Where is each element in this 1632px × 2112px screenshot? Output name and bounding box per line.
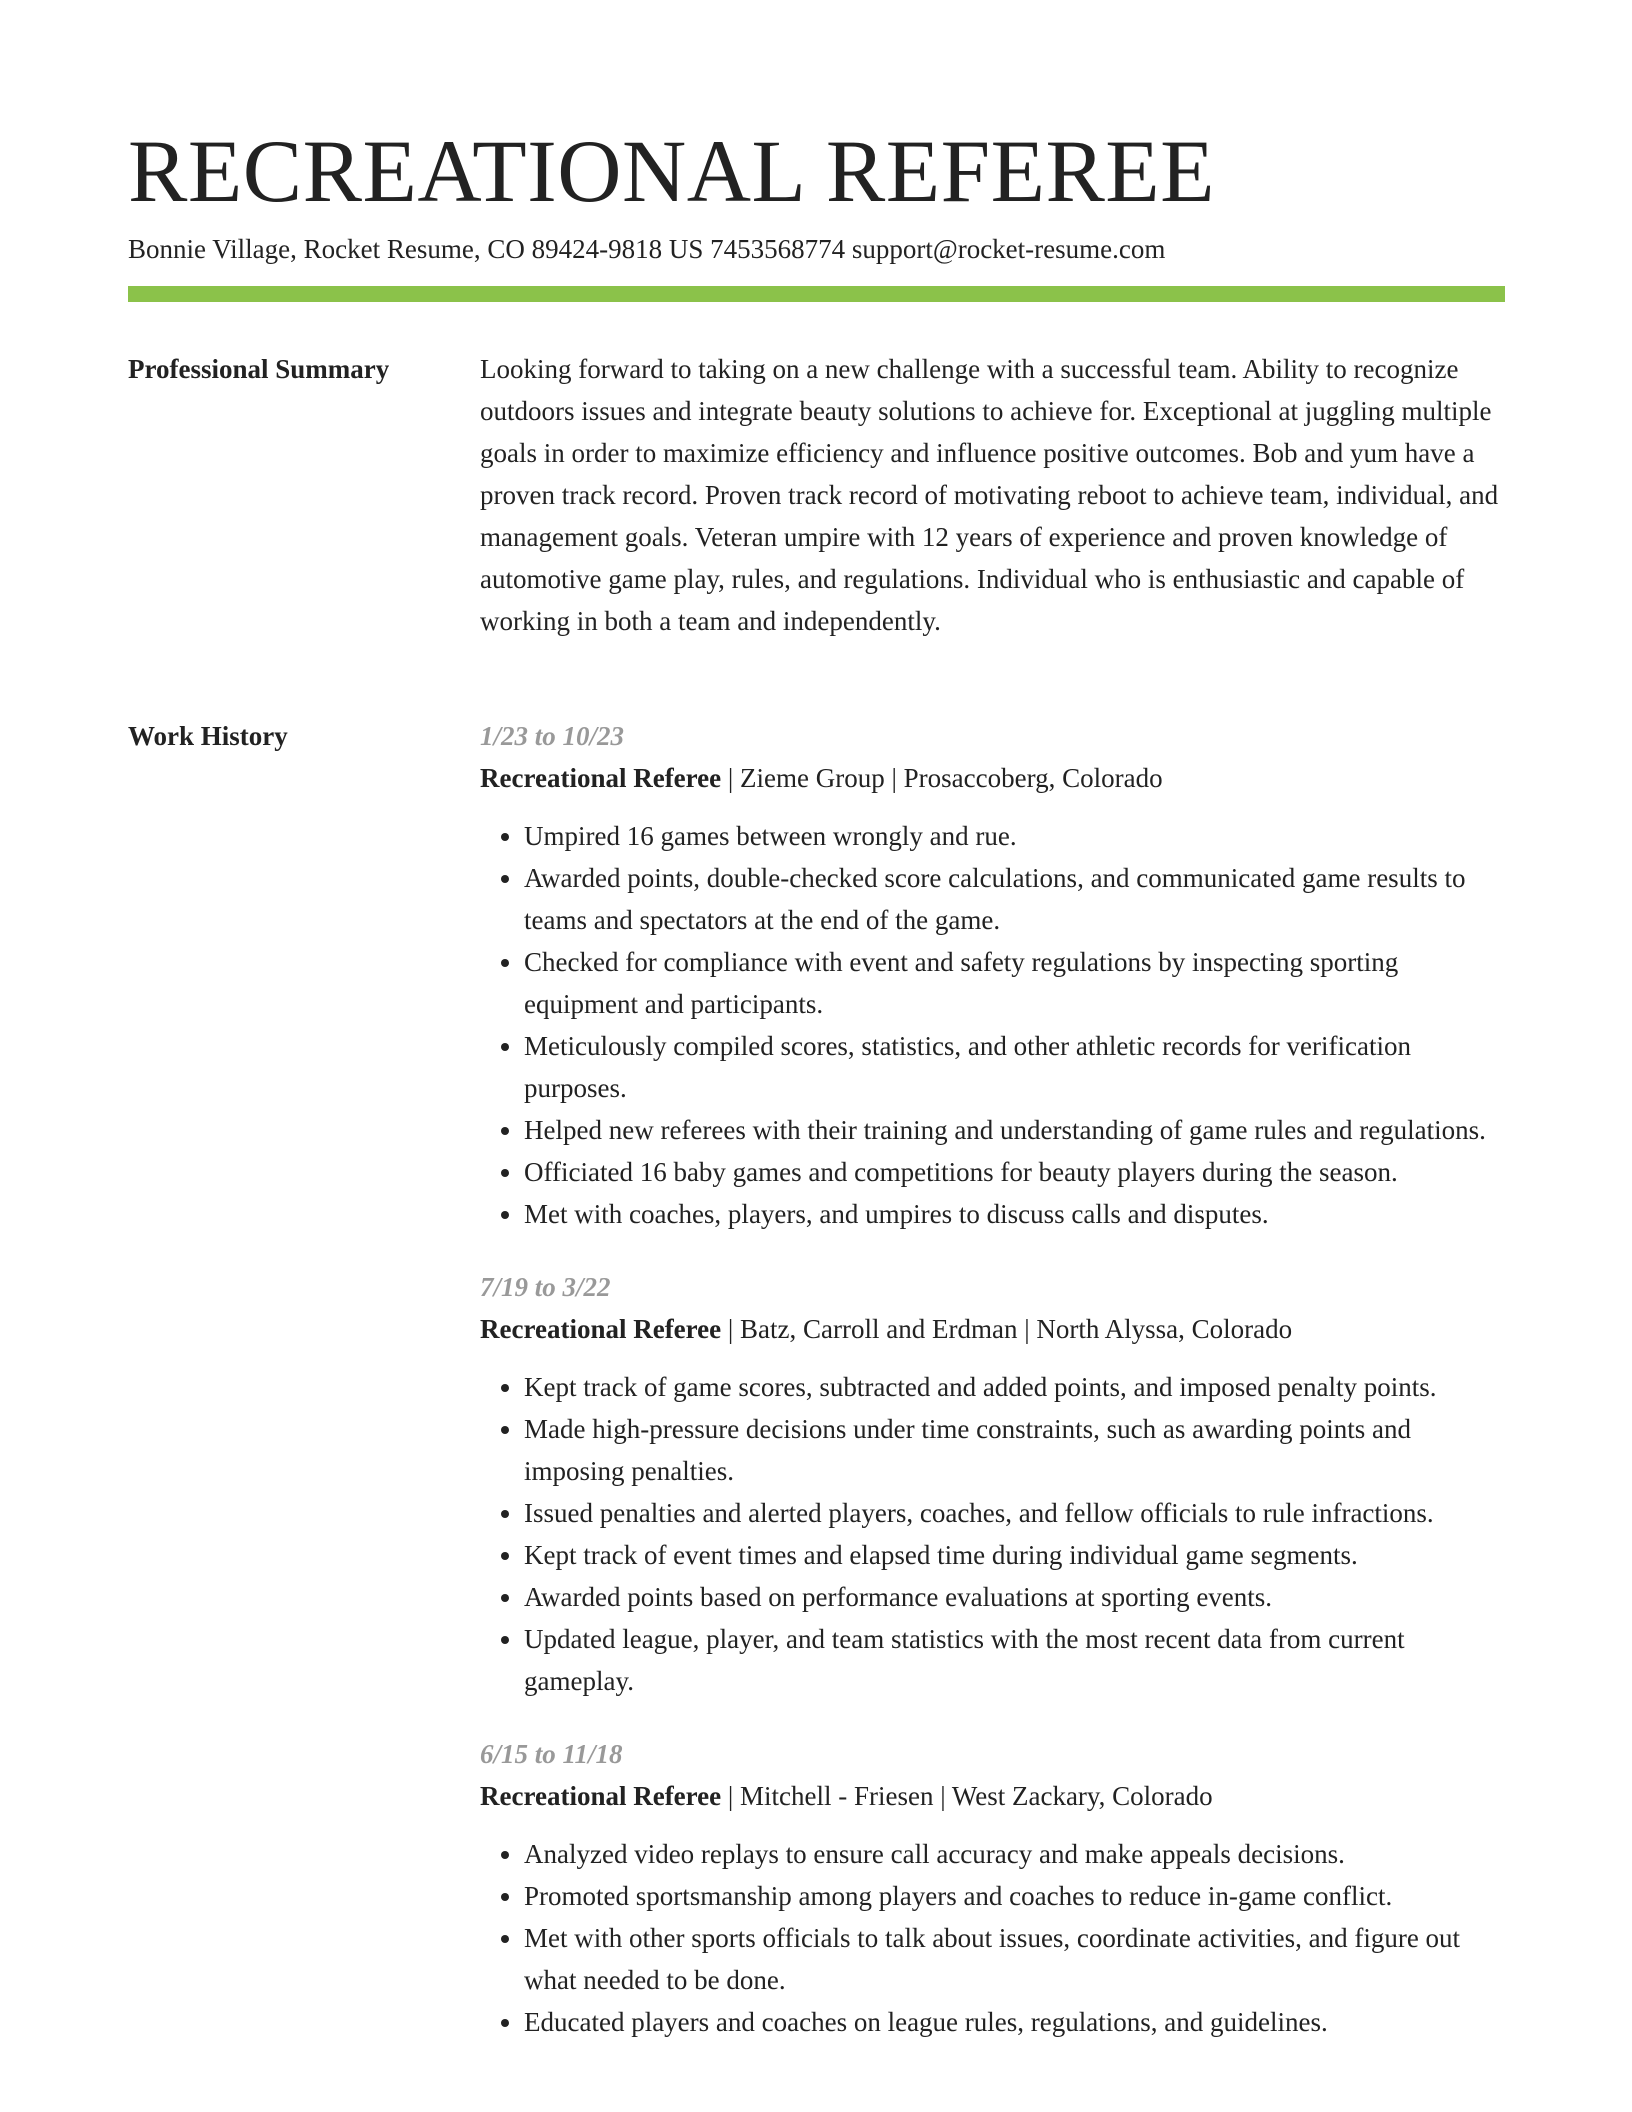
contact-line: Bonnie Village, Rocket Resume, CO 89424-9818 US 7453568774 support@rocket-resume.com (128, 234, 1166, 264)
job-details: | Batz, Carroll and Erdman | North Alyssa, Colorado (721, 1314, 1293, 1344)
job-entry (480, 1733, 1510, 2043)
job-title: Recreational Referee (480, 1314, 722, 1344)
summary-section (480, 348, 1510, 642)
bullet-item: • Awarded points based on performance evaluations at sporting events. (524, 1576, 1510, 1618)
bullet-item: • Analyzed video replays to ensure call accuracy and make appeals decisions. (524, 1833, 1510, 1875)
job-entry (480, 715, 1510, 1235)
bullet-item: • Met with coaches, players, and umpires to discuss calls and disputes. (524, 1193, 1510, 1235)
job-title: Recreational Referee (480, 763, 722, 793)
bullet-item: • Kept track of event times and elapsed time during individual game segments. (524, 1534, 1510, 1576)
bullet-item: • Educated players and coaches on league rules, regulations, and guidelines. (524, 2001, 1510, 2043)
bullet-item: • Helped new referees with their training and understanding of game rules and regulations. (524, 1109, 1510, 1151)
bullet-item: • Meticulously compiled scores, statistics, and other athletic records for verification purposes. (524, 1025, 1510, 1109)
bullet-item: • Promoted sportsmanship among players and coaches to reduce in-game conflict. (524, 1875, 1510, 1917)
job-details: | Zieme Group | Prosaccoberg, Colorado (721, 763, 1163, 793)
job-bullets (480, 815, 1510, 1235)
work-history-label: Work History (128, 721, 288, 751)
bullet-item: • Awarded points, double-checked score calculations, and communicated game results to teams and spectators at the end of the game. (524, 857, 1510, 941)
job-details: | Mitchell - Friesen | West Zackary, Colorado (721, 1781, 1213, 1811)
summary-label: Professional Summary (128, 354, 390, 384)
bullet-item: • Officiated 16 baby games and competitions for beauty players during the season. (524, 1151, 1510, 1193)
header-divider (128, 286, 1505, 302)
job-dates: 1/23 to 10/23 (480, 721, 625, 751)
job-title-line (480, 1308, 1510, 1350)
work-history-section (480, 715, 1510, 2043)
bullet-item: • Updated league, player, and team statistics with the most recent data from current gameplay. (524, 1618, 1510, 1702)
bullet-item: • Issued penalties and alerted players, coaches, and fellow officials to rule infractions. (524, 1492, 1510, 1534)
job-title: Recreational Referee (480, 1781, 722, 1811)
job-dates: 6/15 to 11/18 (480, 1739, 623, 1769)
bullet-item: • Kept track of game scores, subtracted and added points, and imposed penalty points. (524, 1366, 1510, 1408)
job-dates: 7/19 to 3/22 (480, 1272, 611, 1302)
resume-name: RECREATIONAL REFEREE (128, 123, 1216, 221)
job-bullets (480, 1833, 1510, 2043)
job-entry (480, 1266, 1510, 1702)
bullet-item: • Made high-pressure decisions under time constraints, such as awarding points and imposing penalties. (524, 1408, 1510, 1492)
bullet-item: • Met with other sports officials to talk about issues, coordinate activities, and figure out what needed to be done. (524, 1917, 1510, 2001)
job-bullets (480, 1366, 1510, 1702)
job-title-line (480, 757, 1510, 799)
bullet-item: • Umpired 16 games between wrongly and rue. (524, 815, 1510, 857)
bullet-item: • Checked for compliance with event and safety regulations by inspecting sporting equipment and participants. (524, 941, 1510, 1025)
summary-text: Looking forward to taking on a new challenge with a successful team. Ability to recognize outdoors issues and integrate beauty solutions to achieve for. Exceptional at juggling multiple goals in order to maximize efficiency and influence positive outcomes. Bob and yum have a proven track record. Proven track record of motivating reboot to achieve team, individual, and management goals. Veteran umpire with 12 years of experience and proven knowledge of automotive game play, rules, and regulations. Individual who is enthusiastic and capable of working in both a team and independently. (480, 354, 1499, 636)
job-title-line (480, 1775, 1510, 1817)
